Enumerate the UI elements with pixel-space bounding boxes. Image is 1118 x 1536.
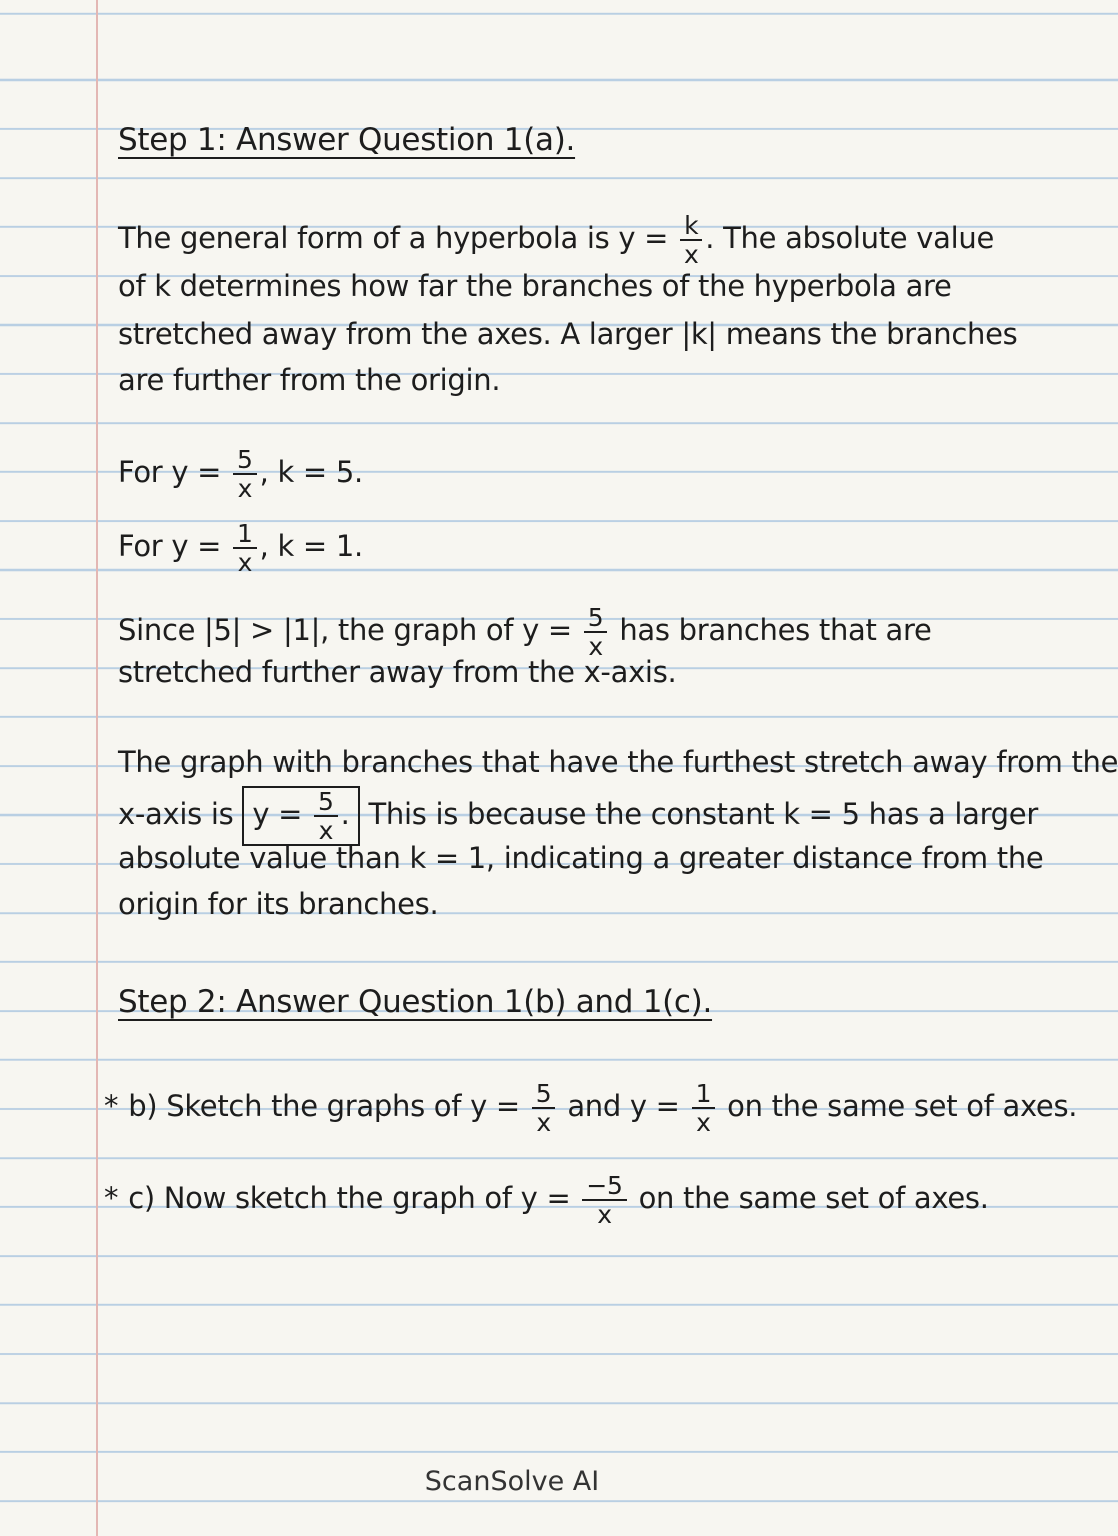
- for-k1-line: [118, 520, 363, 576]
- for-k5-post: , k = 5.: [259, 455, 363, 489]
- fraction-numerator: k: [680, 212, 702, 241]
- fraction-denominator: x: [588, 632, 603, 661]
- fraction-denominator: x: [237, 474, 253, 503]
- fraction-denominator: x: [237, 548, 253, 577]
- item-c-post: on the same set of axes.: [638, 1181, 989, 1215]
- for-k1-post: , k = 1.: [259, 529, 363, 563]
- bullet-asterisk: *: [104, 1181, 119, 1215]
- fraction-denominator: x: [318, 816, 334, 845]
- step1-heading: Step 1: Answer Question 1(a).: [118, 122, 576, 158]
- fraction-1-over-x: [692, 1080, 716, 1136]
- footer-watermark: ScanSolve AI: [424, 1466, 600, 1497]
- fraction-k-over-x: [680, 212, 702, 268]
- item-c-line: [104, 1172, 989, 1228]
- conclusion-line2-pre: x-axis is: [118, 797, 234, 831]
- fraction-5-over-x: [532, 1080, 556, 1136]
- fraction-denominator: x: [696, 1108, 711, 1137]
- bullet-asterisk: *: [104, 1089, 119, 1123]
- fraction-1-over-x: [233, 520, 257, 576]
- fraction-numerator: 5: [314, 788, 338, 817]
- fraction-denominator: x: [536, 1108, 551, 1137]
- conclusion-line4: origin for its branches.: [118, 887, 439, 921]
- fraction-numerator: 5: [233, 446, 257, 475]
- since-line1-pre: Since |5| > |1|, the graph of y =: [118, 613, 572, 647]
- item-b-post: on the same set of axes.: [727, 1089, 1078, 1123]
- for-k1-pre: For y =: [118, 529, 222, 563]
- conclusion-line3: absolute value than k = 1, indicating a greater distance from the: [118, 841, 1044, 875]
- para1-line3: stretched away from the axes. A larger |k| means the branches: [118, 317, 1018, 351]
- item-b-pre: b) Sketch the graphs of y =: [128, 1089, 520, 1123]
- fraction-numerator: 5: [532, 1080, 556, 1109]
- since-line2: stretched further away from the x-axis.: [118, 655, 677, 689]
- for-k5-line: [118, 446, 363, 502]
- conclusion-line1: The graph with branches that have the furthest stretch away from the: [118, 745, 1118, 779]
- item-b-line: [104, 1080, 1077, 1136]
- since-line1-post: has branches that are: [619, 613, 932, 647]
- fraction-numerator: 1: [233, 520, 257, 549]
- boxed-answer-post: .: [340, 797, 350, 831]
- step2-heading: Step 2: Answer Question 1(b) and 1(c).: [118, 984, 713, 1020]
- para1-line1-post: . The absolute value: [705, 221, 994, 255]
- fraction-numerator: 5: [584, 604, 608, 633]
- para1-line1: [118, 212, 994, 268]
- fraction-5-over-x: [233, 446, 257, 502]
- para1-line1-pre: The general form of a hyperbola is y =: [118, 221, 669, 255]
- conclusion-line2-post: This is because the constant k = 5 has a larger: [368, 797, 1038, 831]
- item-c-pre: c) Now sketch the graph of y =: [128, 1181, 571, 1215]
- for-k5-pre: For y =: [118, 455, 222, 489]
- item-b-mid: and y =: [567, 1089, 680, 1123]
- margin-line: [96, 0, 98, 1536]
- fraction-numerator: −5: [582, 1172, 626, 1201]
- fraction-denominator: x: [683, 240, 699, 269]
- fraction-denominator: x: [597, 1200, 612, 1229]
- fraction-numerator: 1: [692, 1080, 716, 1109]
- para1-line4: are further from the origin.: [118, 363, 501, 397]
- boxed-answer-pre: y =: [252, 797, 303, 831]
- fraction-neg5-over-x: [582, 1172, 626, 1228]
- para1-line2: of k determines how far the branches of the hyperbola are: [118, 269, 952, 303]
